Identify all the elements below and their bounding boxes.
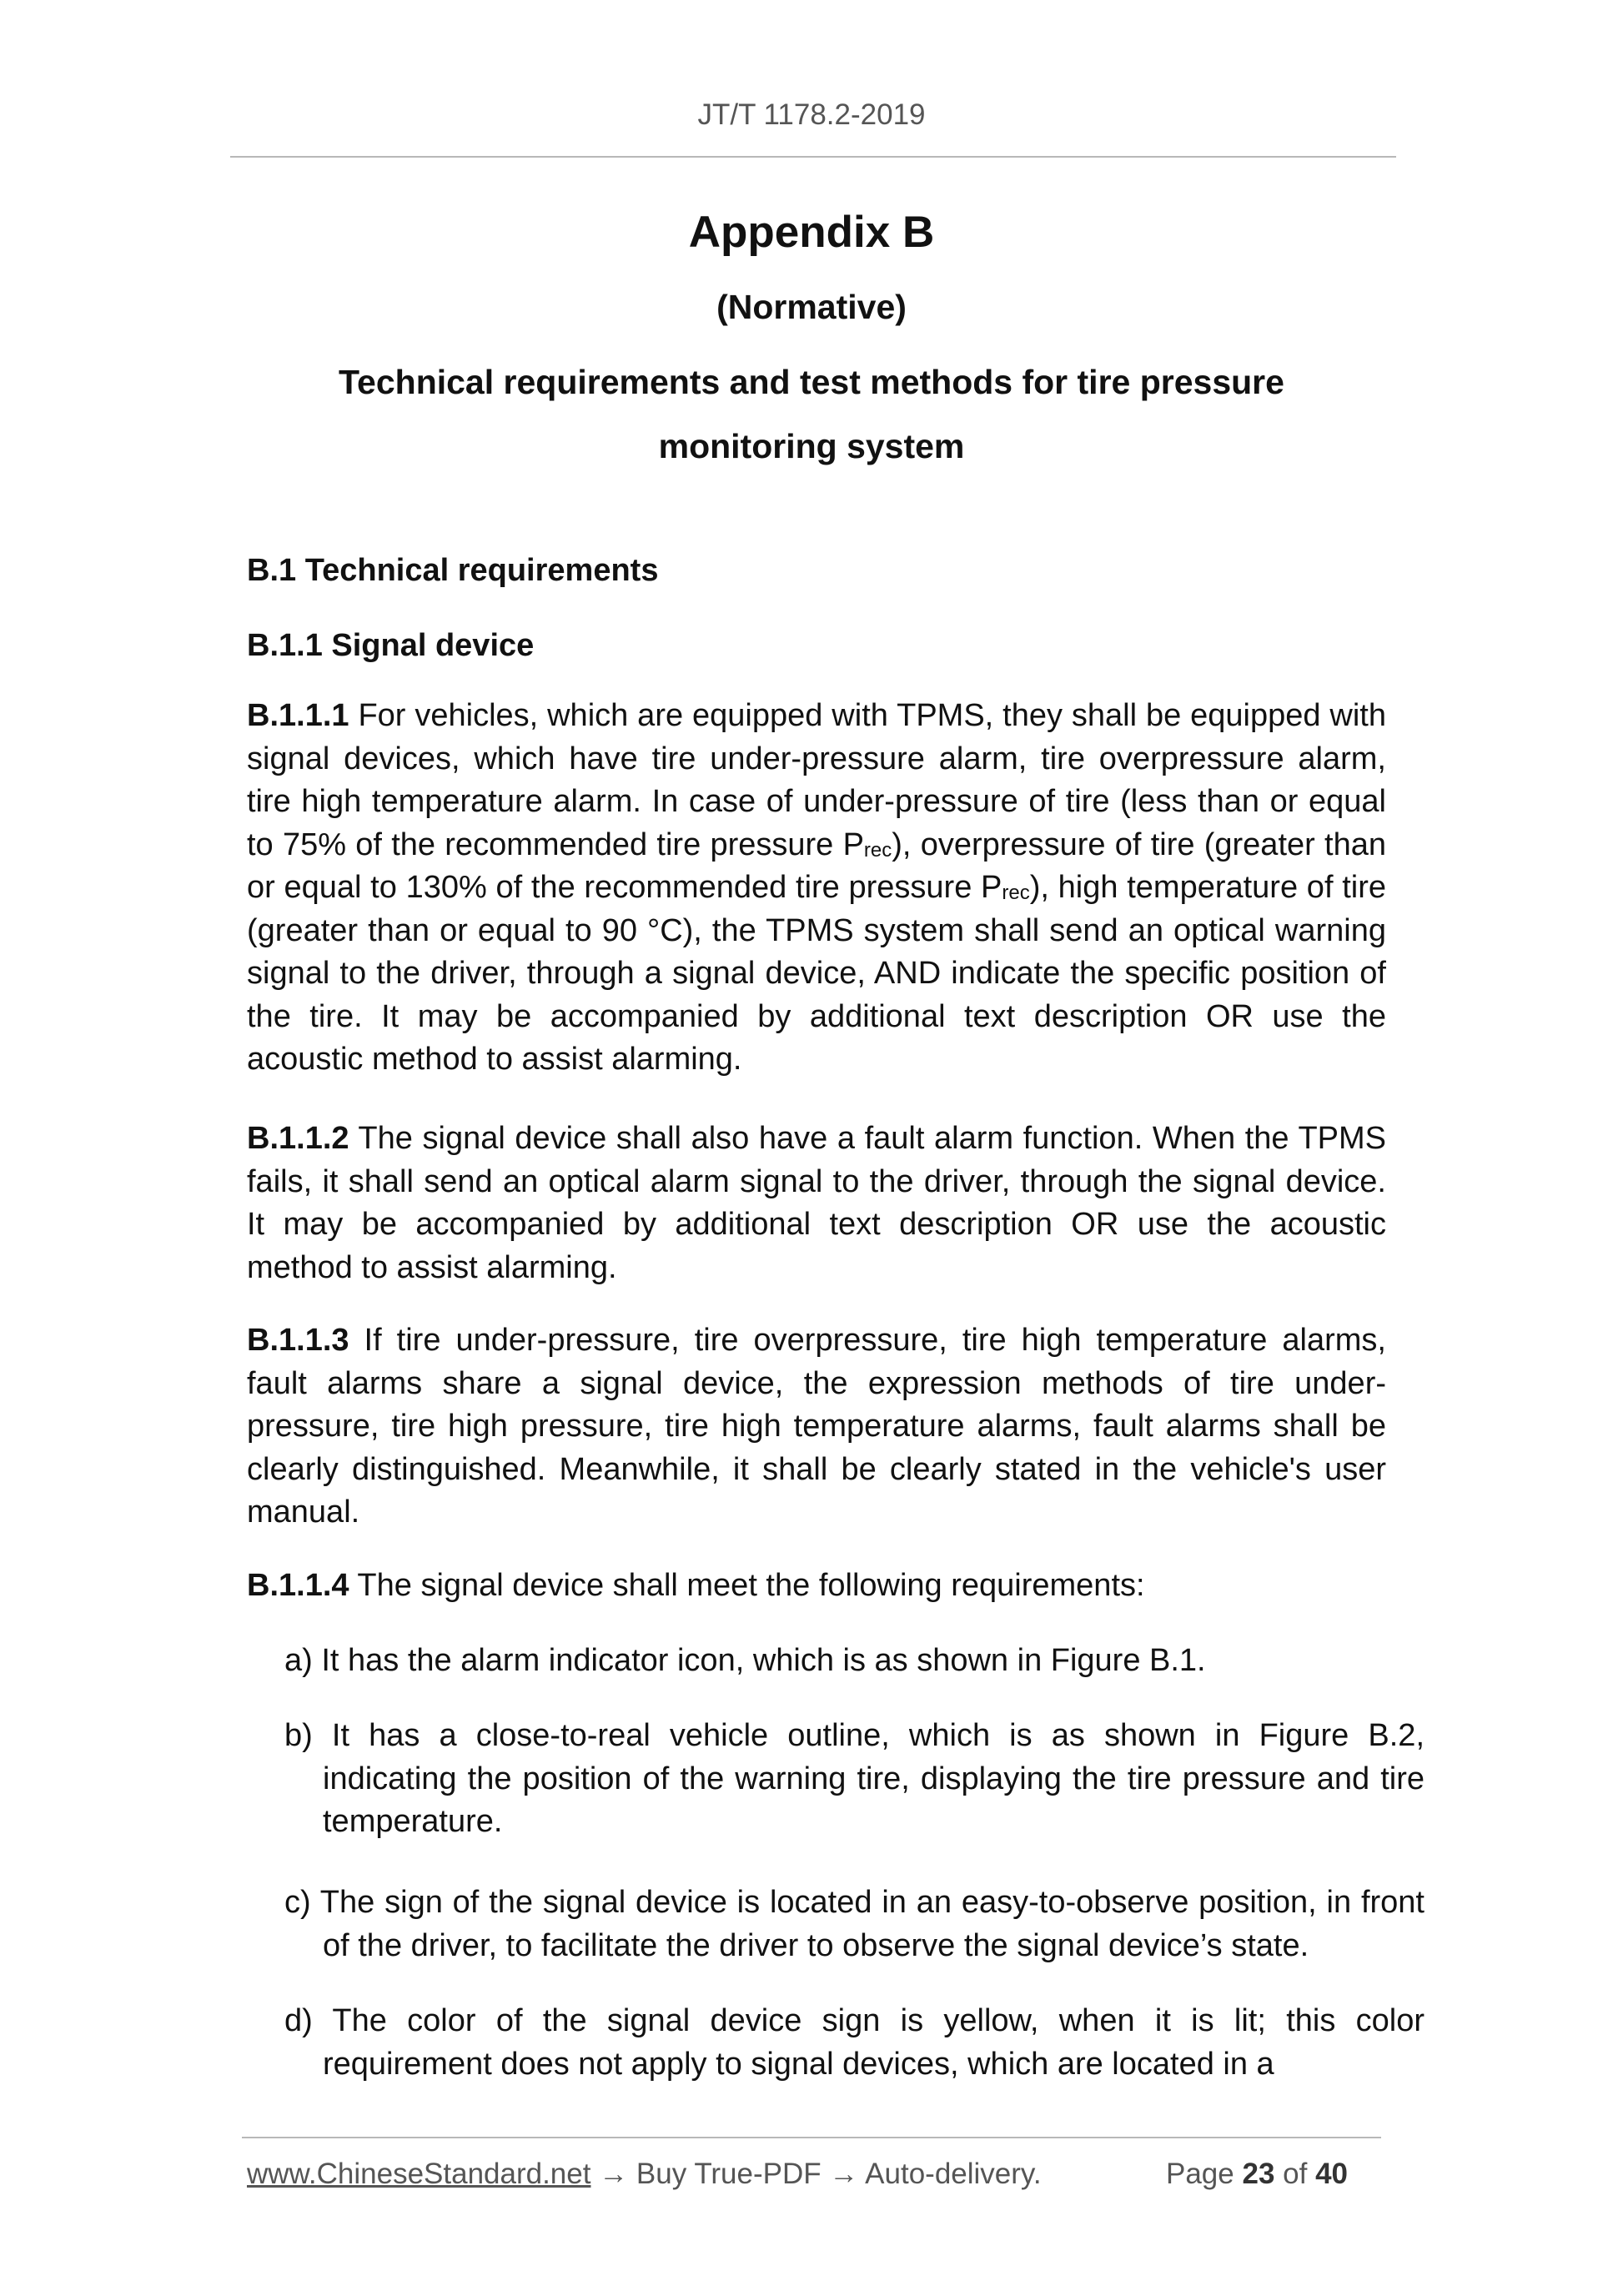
page-label: Page: [1166, 2158, 1234, 2190]
appendix-title: Appendix B: [688, 208, 935, 257]
paragraph-number: B.1.1.1: [247, 698, 349, 733]
paragraph-text: ), high temperature of tire (greater than or equal to 90 °C), the TPMS system shall send an optical warning signal to the driver, through a signal device, AND indicate the specific position of the tire. It may be accompanied by additional text description OR use the acoustic method to assist alarming.: [247, 870, 1386, 1077]
paragraph-number: B.1.1.4: [247, 1568, 349, 1603]
normative-label: (Normative): [716, 288, 907, 326]
page-number: [1166, 2158, 1348, 2191]
website-link[interactable]: www.ChineseStandard.net: [247, 2158, 591, 2190]
document-id-header: JT/T 1178.2-2019: [697, 98, 926, 131]
paragraph-number: B.1.1.2: [247, 1121, 349, 1156]
paragraph-text: If tire under-pressure, tire overpressure, tire high temperature alarms, fault alarms share a signal device, the expression methods of tire under-pressure, tire high pressure, tire high temperature alarms, fault alarms shall be clearly distinguished. Meanwhile, it shall be clearly stated in the vehicle's user manual.: [247, 1323, 1386, 1530]
total-pages: 40: [1315, 2158, 1349, 2190]
section-heading-b1: B.1 Technical requirements: [247, 553, 659, 588]
list-item-d: d) The color of the signal device sign is yellow, when it is lit; this color requirement does not apply to signal devices, which are located in a: [284, 2003, 1425, 2082]
subtitle-line-2: monitoring system: [658, 427, 965, 465]
list-item-b: b) It has a close-to-real vehicle outline, which is as shown in Figure B.2, indicating the position of the warning tire, displaying the tire pressure and tire temperature.: [284, 1718, 1425, 1839]
current-page: 23: [1242, 2158, 1275, 2190]
paragraph-b112: [247, 1118, 1386, 1289]
footer-promo: [247, 2158, 1042, 2191]
paragraph-b111: [247, 695, 1386, 1082]
paragraph-text: The signal device shall also have a fault alarm function. When the TPMS fails, it shall send an optical alarm signal to the driver, through the signal device. It may be accompanied by additional text description OR use the acoustic method to assist alarming.: [247, 1121, 1386, 1285]
paragraph-b113: [247, 1319, 1386, 1535]
subscript: rec: [863, 838, 892, 862]
subscript: rec: [1002, 882, 1030, 904]
footer-tagline: → Buy True-PDF → Auto-delivery.: [590, 2158, 1042, 2190]
footer-divider: [242, 2137, 1381, 2138]
appendix-subtitle: [0, 350, 1623, 479]
paragraph-text: For vehicles, which are equipped with TPMS, they shall be equipped with signal devices, which have tire under-pressure alarm, tire overpressure alarm, tire high temperature alarm. In case of under-pressure of tire (less than or equal to 75% of the recommended tire pressure P: [247, 698, 1386, 862]
paragraph-number: B.1.1.3: [247, 1323, 349, 1358]
paragraph-b114: [247, 1565, 1386, 1608]
subtitle-line-1: Technical requirements and test methods for tire pressure: [339, 363, 1284, 401]
section-heading-b11: B.1.1 Signal device: [247, 628, 535, 663]
list-item-a: a) It has the alarm indicator icon, which is as shown in Figure B.1.: [284, 1643, 1206, 1678]
list-item-c: c) The sign of the signal device is located in an easy-to-observe position, in front of the driver, to facilitate the driver to observe the signal device’s state.: [284, 1885, 1425, 1963]
paragraph-text: ), overpressure of tire (greater than or equal to 130% of the recommended tire pressure P: [247, 826, 1387, 905]
paragraph-text: The signal device shall meet the following requirements:: [349, 1568, 1145, 1603]
header-divider: [230, 156, 1396, 158]
of-label: of: [1283, 2158, 1308, 2190]
